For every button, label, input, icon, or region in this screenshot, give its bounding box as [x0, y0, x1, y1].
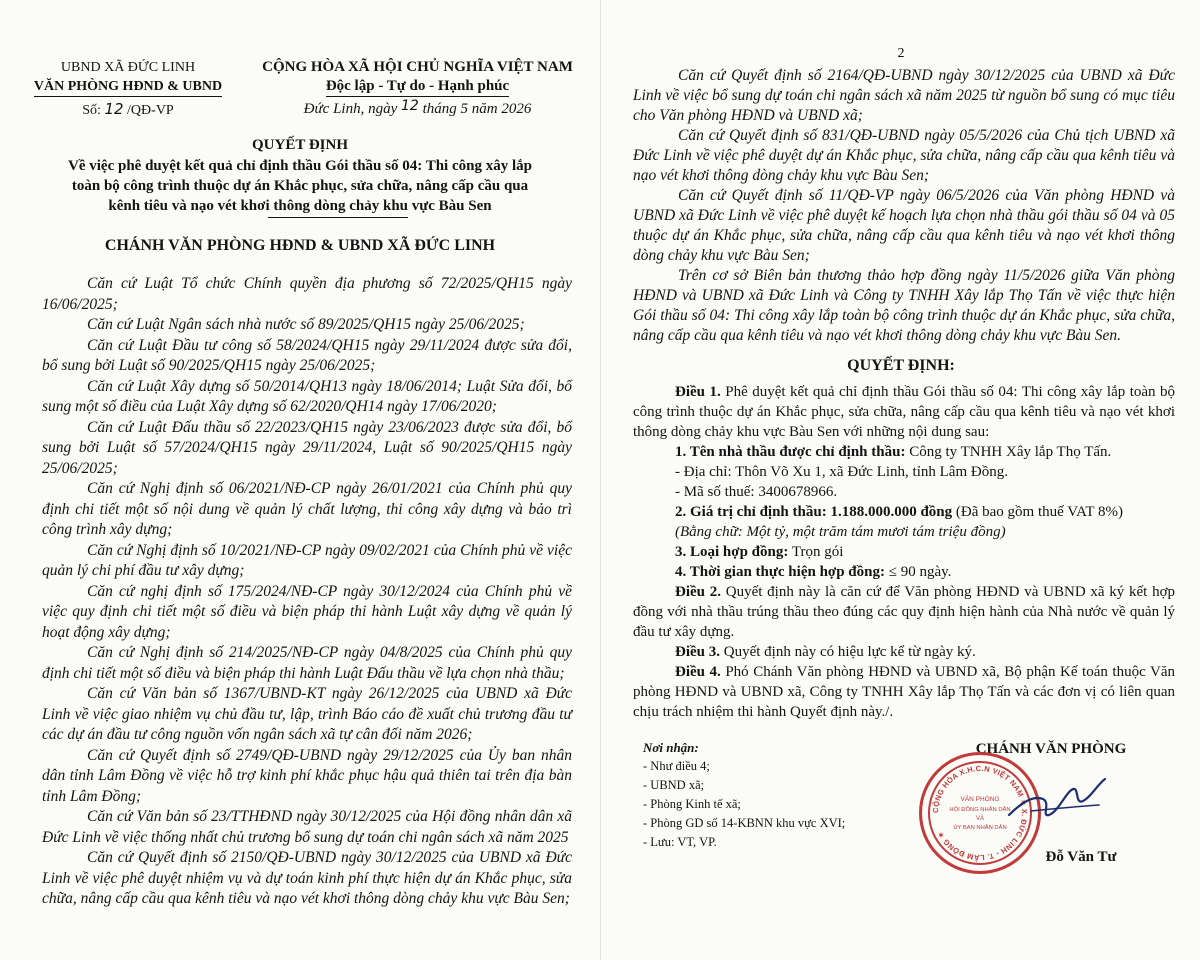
authority-heading: CHÁNH VĂN PHÒNG HĐND & UBND XÃ ĐỨC LINH: [104, 237, 496, 254]
article-1: Điều 1. Phê duyệt kết quả chỉ định thầu Gói thầu số 04: Thi công xây lắp toàn bộ công trình thuộc dự án Khắc phục, sửa chữa, nâng cấp cầu qua kênh tiêu và nạo vét khơi thông dòng chảy khu vực Bàu Sen với những nội dung sau:: [633, 384, 1176, 440]
ground-item: Căn cứ Nghị định số 10/2021/NĐ-CP ngày 09/02/2021 của Chính phủ về việc quản lý chi phí đầu tư xây dựng;: [42, 541, 572, 579]
page-number: 2: [897, 46, 905, 61]
ground-item: Căn cứ Nghị định số 214/2025/NĐ-CP ngày 04/8/2025 của Chính phủ quy định chi tiết một số điều và biện pháp thi hành Luật Đấu thầu về lựa chọn nhà thầu;: [42, 644, 572, 682]
ground-item: Căn cứ Luật Đầu tư công số 58/2024/QH15 ngày 29/11/2024 được sửa đổi, bổ sung bởi Luật số 90/2025/QH15 ngày 25/06/2025;: [42, 336, 572, 374]
contract-value-words: (Bằng chữ: Một tỷ, một trăm tám mươi tám triệu đồng): [675, 524, 1006, 540]
handwritten-number: 12: [104, 100, 124, 118]
ground-item: Căn cứ Văn bản số 23/TTHĐND ngày 30/12/2025 của Hội đồng nhân dân xã Đức Linh về việc thống nhất chủ trương bổ sung dự toán chi ngân sách xã năm 2025: [42, 808, 572, 846]
national-heading: [245, 58, 590, 97]
ground-item: Căn cứ Luật Tổ chức Chính quyền địa phương số 72/2025/QH15 ngày 16/06/2025;: [42, 275, 572, 313]
recipient-item: - UBND xã;: [643, 778, 705, 792]
contract-value: 2. Giá trị chỉ định thầu: 1.188.000.000 đồng (Đã bao gồm thuế VAT 8%): [675, 504, 1123, 520]
ground-item: Căn cứ Quyết định số 2150/QĐ-UBND ngày 30/12/2025 của UBND xã Đức Linh về việc phê duyệt nhiệm vụ và dự toán kinh phí thực hiện dự án Khắc phục, sửa chữa, nâng cấp cầu qua kênh tiêu và nạo vét khơi thông dòng chảy khu vực Bàu Sen;: [42, 849, 572, 907]
signature-icon: [1001, 765, 1111, 835]
article-3: Điều 3. Quyết định này có hiệu lực kể từ ngày ký.: [675, 644, 976, 660]
ground-item: Căn cứ Luật Đấu thầu số 22/2023/QH15 ngày 23/06/2023 được sửa đổi, bổ sung bởi Luật số 57/2024/QH15 ngày 29/11/2024, Luật số 90/2025/QH15 ngày 25/06/2025;: [42, 418, 572, 477]
signer-title: CHÁNH VĂN PHÒNG: [975, 741, 1127, 757]
contractor-tax-code: - Mã số thuế: 3400678966.: [675, 484, 838, 500]
subject: Về việc phê duyệt kết quả chỉ định thầu Gói thầu số 04: Thi công xây lắp toàn bộ công trình thuộc dự án Khắc phục, sửa chữa, nâng cấp cầu qua kênh tiêu và nạo vét khơi thông dòng chảy khu vực Bàu Sen: [68, 158, 532, 214]
article-4: Điều 4. Phó Chánh Văn phòng HĐND và UBND xã, Bộ phận Kế toán thuộc Văn phòng HĐND và UBND xã, Công ty TNHH Xây lắp Thọ Tấn và các đơn vị có liên quan chịu trách nhiệm thi hành Quyết định này./.: [633, 664, 1176, 720]
ground-item: Căn cứ Quyết định số 2164/QĐ-UBND ngày 30/12/2025 của UBND xã Đức Linh về việc bổ sung dự toán chi ngân sách xã năm 2025 từ nguồn bổ sung có mục tiêu cho Văn phòng HĐND và UBND xã;: [633, 67, 1175, 124]
ground-item: Căn cứ nghị định số 175/2024/NĐ-CP ngày 30/12/2024 của Chính phủ về việc quy định chi tiết một số điều và biện pháp thi hành Luật xây dựng về quản lý hoạt động xây dựng;: [42, 582, 572, 641]
recipients-title: Nơi nhận:: [643, 740, 699, 755]
contractor-name: 1. Tên nhà thầu được chỉ định thầu: Công ty TNHH Xây lắp Thọ Tấn.: [675, 444, 1112, 460]
svg-text:HỘI ĐỒNG NHÂN DÂN: HỘI ĐỒNG NHÂN DÂN: [949, 807, 1011, 813]
issuing-agency: [18, 58, 238, 97]
ground-item: Căn cứ Nghị định số 06/2021/NĐ-CP ngày 26/01/2021 của Chính phủ quy định chi tiết một số nội dung về quản lý chất lượng, thi công xây dựng và bảo trì công trình xây dựng;: [42, 480, 572, 538]
article-2: Điều 2. Quyết định này là căn cứ để Văn phòng HĐND và UBND xã ký kết hợp đồng với nhà thầu trúng thầu theo đúng các quy định hiện hành của Nhà nước về quản lý đầu tư xây dựng.: [633, 584, 1176, 640]
recipient-item: - Lưu: VT, VP.: [643, 835, 717, 849]
nation-name: CỘNG HÒA XÃ HỘI CHỦ NGHĨA VIỆT NAM: [262, 59, 573, 75]
ground-item: Căn cứ Quyết định số 11/QĐ-VP ngày 06/5/2026 của Văn phòng HĐND và UBND xã Đức Linh về việc phê duyệt kế hoạch lựa chọn nhà thầu gói thầu số 04 và 05 thuộc dự án Khắc phục, sửa chữa, nâng cấp cầu qua kênh tiêu và nạo vét khơi thông dòng chảy khu vực Bàu Sen;: [633, 187, 1175, 264]
legal-grounds: [42, 274, 572, 910]
svg-text:VÀ: VÀ: [975, 816, 985, 822]
ground-item: Căn cứ Luật Xây dựng số 50/2014/QH13 ngày 18/06/2014; Luật Sửa đổi, bổ sung một số điều của Luật Xây dựng số 62/2020/QH14 ngày 17/06/2020;: [42, 377, 572, 415]
ground-item: Căn cứ Luật Ngân sách nhà nước số 89/2025/QH15 ngày 25/06/2025;: [87, 316, 525, 333]
ground-item: Căn cứ Văn bản số 1367/UBND-KT ngày 26/12/2025 của UBND xã Đức Linh về việc giao nhiệm vụ chủ đầu tư, lập, trình Báo cáo đề xuất chủ trương đầu tư các dự án đầu tư công nguồn vốn ngân sách xã tự cân đối năm 2026;: [42, 685, 572, 743]
recipient-item: - Phòng Kinh tế xã;: [643, 797, 741, 811]
signer-name: Đỗ Văn Tư: [1045, 849, 1117, 865]
svg-text:ỦY BAN NHÂN DÂN: ỦY BAN NHÂN DÂN: [953, 825, 1007, 831]
agency-line-2: VĂN PHÒNG HĐND & UBND: [34, 77, 222, 97]
recipient-item: - Như điều 4;: [643, 759, 710, 773]
issue-date: Đức Linh, ngày 12 tháng 5 năm 2026: [303, 98, 532, 117]
agency-line-1: UBND XÃ ĐỨC LINH: [60, 60, 196, 75]
contractor-address: - Địa chỉ: Thôn Võ Xu 1, xã Đức Linh, tỉnh Lâm Đồng.: [675, 464, 1008, 480]
ground-item: Căn cứ Quyết định số 2749/QĐ-UBND ngày 29/12/2025 của Ủy ban nhân dân tỉnh Lâm Đồng về việc hỗ trợ kinh phí khắc phục hậu quả thiên tai trên địa bàn tỉnh Lâm Đồng;: [42, 746, 572, 805]
svg-text:CỘNG HÒA X.H.C.N VIỆT NAM ✶ X.: CỘNG HÒA X.H.C.N VIỆT NAM ✶ X. ĐỨC LINH - T. LÂM ĐỒNG ✶: [930, 763, 1030, 863]
ground-item: Căn cứ Quyết định số 831/QĐ-UBND ngày 05/5/2026 của Chủ tịch UBND xã Đức Linh về việc phê duyệt dự án Khắc phục, sửa chữa, nâng cấp cầu qua kênh tiêu và nạo vét khơi thông dòng chảy khu vực Bàu Sen;: [633, 127, 1175, 184]
subject-underline: [268, 217, 408, 218]
doc-type: QUYẾT ĐỊNH: [252, 137, 348, 153]
document-page-2: [600, 0, 1200, 960]
contract-type: 3. Loại hợp đồng: Trọn gói: [675, 544, 844, 560]
decision-articles: [633, 382, 1175, 722]
legal-grounds-continued: [633, 66, 1175, 346]
decision-heading: QUYẾT ĐỊNH:: [847, 357, 955, 374]
svg-text:VĂN PHÒNG: VĂN PHÒNG: [960, 796, 1000, 803]
contract-duration: 4. Thời gian thực hiện hợp đồng: ≤ 90 ngày.: [675, 564, 952, 580]
recipient-item: - Phòng GD số 14-KBNN khu vực XVI;: [643, 816, 846, 830]
handwritten-day: 12: [401, 98, 419, 114]
motto: Độc lập - Tự do - Hạnh phúc: [326, 77, 509, 97]
ground-item: Trên cơ sở Biên bản thương thảo hợp đồng ngày 11/5/2026 giữa Văn phòng HĐND và UBND xã Đức Linh và Công ty TNHH Xây lắp Thọ Tấn về việc thực hiện Gói thầu số 04: Thi công xây lắp toàn bộ công trình thuộc dự án Khắc phục, sửa chữa, nâng cấp cầu qua kênh tiêu và nạo vét khơi thông dòng chảy khu vực Bàu Sen.: [633, 267, 1175, 344]
recipients-block: [643, 738, 903, 852]
document-number: Số: 12 /QĐ-VP: [82, 100, 174, 118]
